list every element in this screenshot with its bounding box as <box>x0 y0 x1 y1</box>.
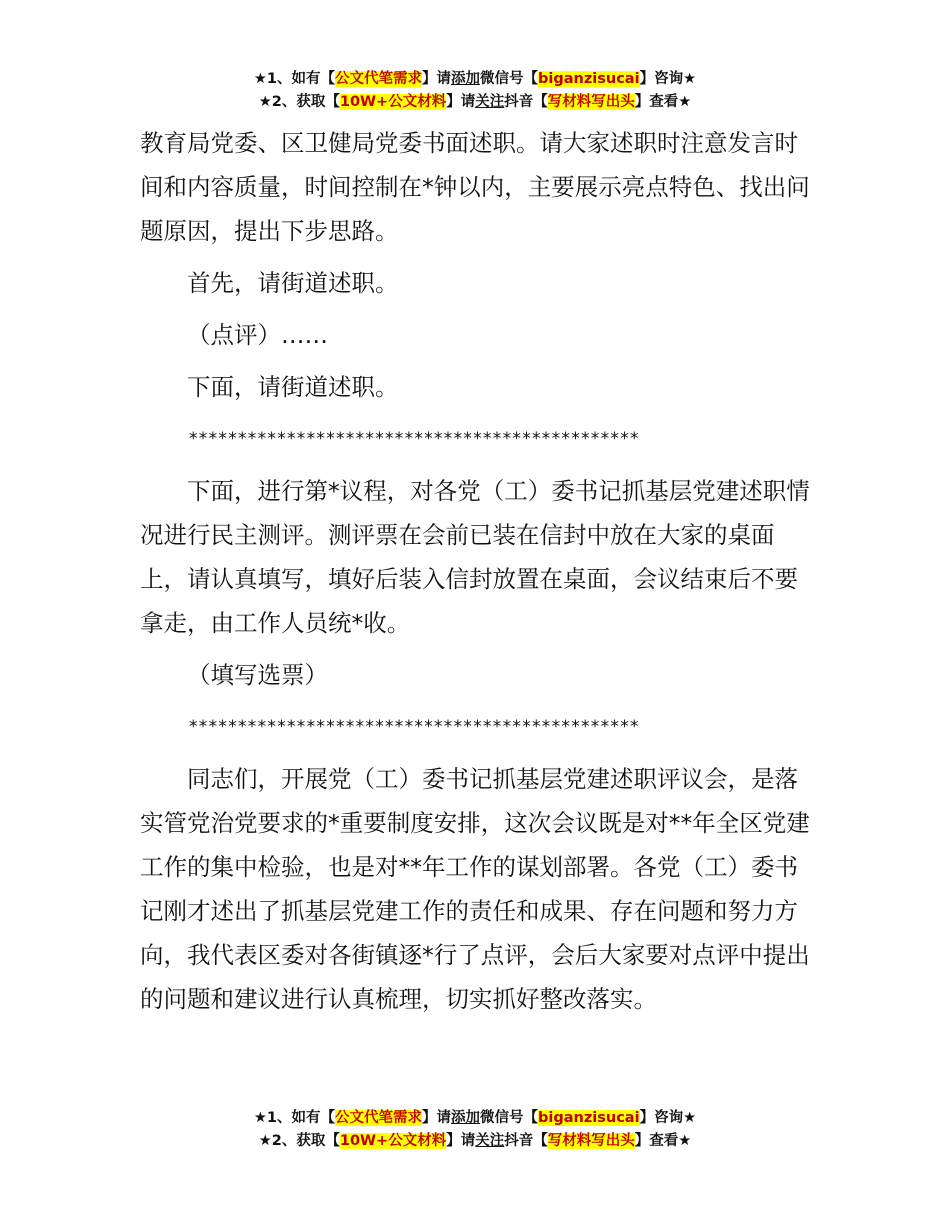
banner-highlight: 公文代笔需求 <box>335 71 423 87</box>
banner-text: ★2、获取【 <box>258 94 340 110</box>
banner-text: 】查看★ <box>634 1133 692 1149</box>
banner-text: 】查看★ <box>634 94 692 110</box>
banner-text: 】请 <box>446 1133 476 1149</box>
banner-highlight: 公文代笔需求 <box>335 1110 423 1126</box>
banner-text: 抖音【 <box>504 94 548 110</box>
paragraph: 同志们，开展党（工）委书记抓基层党建述职评议会，是落实管党治党要求的*重要制度安排，这次会议既是对**年全区党建工作的集中检验，也是对**年工作的谋划部署。各党（工）委书记刚才述出了抓基层党建工作的责任和成果、存在问题和努力方向，我代表区委对各街镇逐*行了点评，会后大家要对点评中提出的问题和建议进行认真梳理，切实抓好整改落实。 <box>140 765 810 1013</box>
banner-line-2 <box>0 91 950 114</box>
banner-highlight: 写材料写出头 <box>547 1133 635 1149</box>
paragraph: （填写选票） <box>187 661 328 689</box>
footer-banner <box>0 1107 950 1153</box>
paragraph: 下面，请街道述职。 <box>187 373 399 401</box>
banner-highlight: biganzisucai <box>538 71 640 87</box>
header-banner <box>0 68 950 114</box>
banner-underlined: 添加 <box>451 1110 481 1126</box>
separator-line: ********************************************** <box>189 717 640 737</box>
banner-text: ★1、如有【 <box>253 71 336 87</box>
banner-text: 】咨询★ <box>639 71 697 87</box>
banner-text: 微信号【 <box>480 71 539 87</box>
banner-text: 抖音【 <box>504 1133 548 1149</box>
paragraph: 首先，请街道述职。 <box>187 269 399 297</box>
banner-text: 】咨询★ <box>639 1110 697 1126</box>
banner-text: 】请 <box>422 71 452 87</box>
banner-text: ★2、获取【 <box>258 1133 340 1149</box>
document-body <box>140 121 820 1029</box>
banner-text: 微信号【 <box>480 1110 539 1126</box>
banner-highlight: 写材料写出头 <box>547 94 635 110</box>
banner-line-2 <box>0 1130 950 1153</box>
paragraph: 下面，进行第*议程，对各党（工）委书记抓基层党建述职情况进行民主测评。测评票在会前已装在信封中放在大家的桌面上，请认真填写，填好后装入信封放置在桌面，会议结束后不要拿走，由工作人员统*收。 <box>140 477 810 637</box>
paragraph: （点评）…… <box>187 321 328 349</box>
paragraph: 教育局党委、区卫健局党委书面述职。请大家述职时注意发言时间和内容质量，时间控制在*钟以内，主要展示亮点特色、找出问题原因，提出下步思路。 <box>140 129 810 245</box>
banner-underlined: 关注 <box>475 1133 505 1149</box>
banner-highlight: 10W+公文材料 <box>339 94 447 110</box>
banner-text: ★1、如有【 <box>253 1110 336 1126</box>
banner-line-1 <box>0 1107 950 1130</box>
banner-text: 】请 <box>422 1110 452 1126</box>
banner-highlight: 10W+公文材料 <box>339 1133 447 1149</box>
banner-text: 】请 <box>446 94 476 110</box>
banner-underlined: 添加 <box>451 71 481 87</box>
separator-line: ********************************************** <box>189 429 640 449</box>
banner-underlined: 关注 <box>475 94 505 110</box>
banner-highlight: biganzisucai <box>538 1110 640 1126</box>
banner-line-1 <box>0 68 950 91</box>
